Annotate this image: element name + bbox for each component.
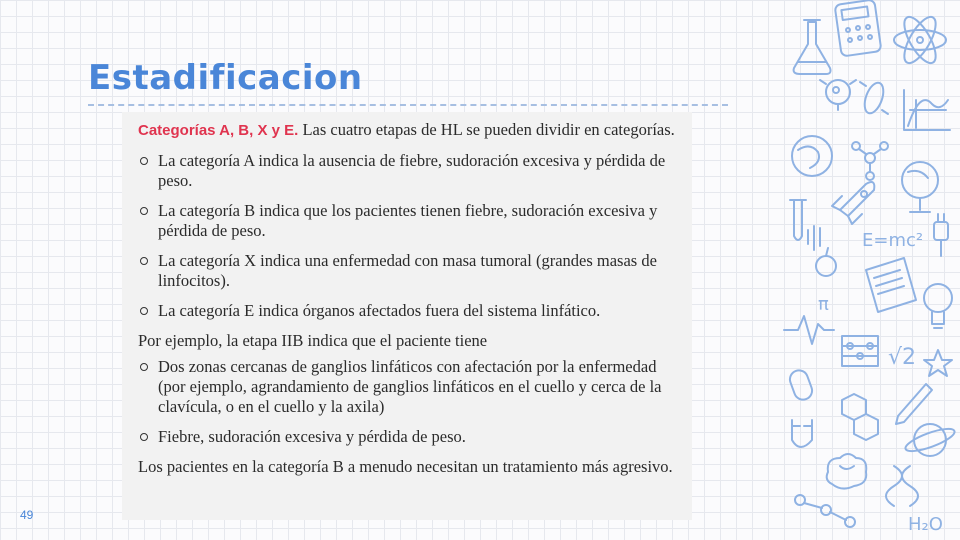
content-panel [122,112,692,520]
example-intro: Por ejemplo, la etapa IIB indica que el paciente tiene [138,331,488,350]
bacteria-icon [860,80,888,116]
title-divider [88,104,728,106]
book-icon [866,258,916,312]
dna-icon [886,466,918,506]
slide-title: Estadificacion [88,58,363,98]
rocket-icon [832,182,874,224]
lightbulb-icon [924,284,952,328]
slide-number: 49 [20,508,34,522]
list-item-text: Dos zonas cercanas de ganglios linfáticos con afectación por la enfermedad (por ejemplo, agrandamiento de ganglios linfáticos en el cuello y cerca de la clavícula, o en el cuello y la axila) [158,357,662,416]
science-doodles [770,0,960,540]
test-tube-icon [790,200,806,240]
globe-icon [792,136,832,176]
list-item-text: La categoría E indica órganos afectados fuera del sistema linfático. [158,301,601,320]
intro-paragraph [138,120,676,141]
pen-icon [896,384,932,424]
brain-icon [827,454,867,489]
list-item [138,251,676,291]
planet-icon [903,424,957,456]
star-icon [924,350,952,376]
intro-bold-label: Categorías A, B, X y E. [138,122,299,139]
list-item [138,201,676,241]
list-item-text: La categoría A indica la ausencia de fiebre, sudoración excesiva y pérdida de peso. [158,151,666,190]
bullet-icon [140,307,148,315]
h2o-text: H₂O [908,514,943,535]
list-item-text: Fiebre, sudoración excesiva y pérdida de peso. [158,427,466,446]
bullet-icon [140,257,148,265]
list-item [138,357,676,417]
bullet-icon [140,363,148,371]
hexagon-molecule-icon [842,394,878,440]
bullet-icon [140,157,148,165]
bullet-icon [140,433,148,441]
plug-icon [934,214,948,256]
globe-stand-icon [902,162,938,212]
list-item-text: La categoría X indica una enfermedad con masa tumoral (grandes masas de linfocitos). [158,251,657,290]
list-item [138,301,676,321]
sqrt-text: √2 [888,345,917,370]
microbe-icon [820,80,856,110]
atom-icon [894,12,946,67]
list-item [138,151,676,191]
formula-text: E=mc² [862,230,924,251]
molecule-icon [852,142,888,180]
molecule-bottom-icon [795,495,855,527]
graph-icon [904,90,950,130]
magnet-icon [792,420,812,447]
closing-paragraph: Los pacientes en la categoría B a menudo necesitan un tratamiento más agresivo. [138,457,673,476]
calculator-icon [835,0,882,57]
categories-list [138,151,676,321]
bullet-icon [140,207,148,215]
intro-text: Las cuatro etapas de HL se pueden dividir en categorías. [298,120,675,139]
example-list [138,357,676,447]
list-item [138,427,676,447]
list-item-text: La categoría B indica que los pacientes tienen fiebre, sudoración excesiva y pérdida de peso. [158,201,658,240]
apple-icon [808,226,836,276]
flask-icon [794,20,831,74]
abacus-icon [842,336,878,366]
pill-icon [787,368,814,402]
pi-text: π [818,294,829,315]
heartbeat-icon [784,316,834,344]
